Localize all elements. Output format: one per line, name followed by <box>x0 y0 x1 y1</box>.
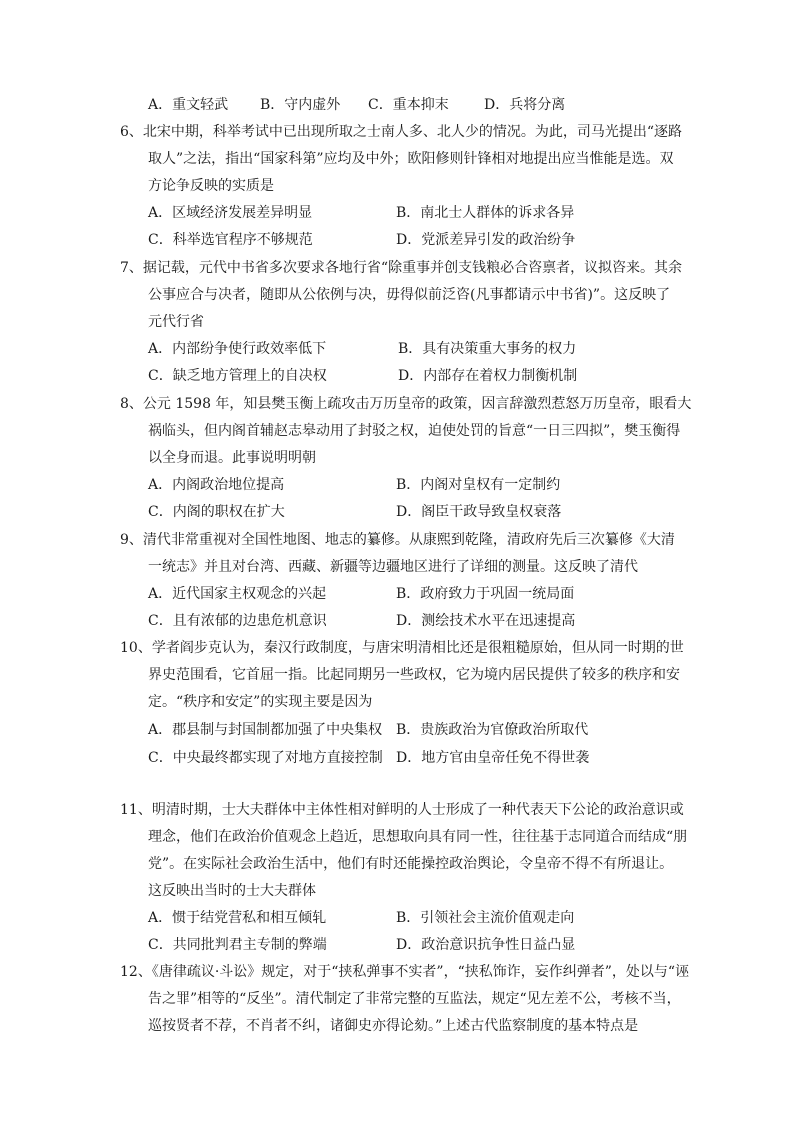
q11-stem-line: 11、明清时期，士大夫群体中主体性相对鲜明的人士形成了一种代表天下公论的政治意识或 <box>120 802 684 818</box>
q8-option-c: C．内阁的职权在扩大 <box>148 504 285 520</box>
q6-option-a: A．区域经济发展差异明显 <box>148 205 313 221</box>
q11-option-d: D．政治意识抗争性日益凸显 <box>396 937 576 953</box>
q9-stem-line: 一统志》并且对台湾、西藏、新疆等边疆地区进行了详细的测量。这反映了清代 <box>148 559 638 575</box>
q10-stem-line: 界史范围看，它首屈一指。比起同期另一些政权，它为境内居民提供了较多的秩序和安 <box>148 667 680 683</box>
q10-stem-line: 10、学者阎步克认为，秦汉行政制度，与唐宋明清相比还是很粗糙原始，但从同一时期的世 <box>120 640 684 656</box>
q8-stem-line: 祸临头，但内阁首辅赵志皋动用了封驳之权，迫使处罚的旨意“一日三四拟”，樊玉衡得 <box>148 423 681 439</box>
q5-option-d: D．兵将分离 <box>484 97 566 113</box>
q5-option-b: B．守内虚外 <box>260 97 341 113</box>
q8-stem-line: 以全身而退。此事说明明朝 <box>148 450 316 466</box>
q10-option-b: B．贵族政治为官僚政治所取代 <box>396 722 589 738</box>
q9-stem-line: 9、清代非常重视对全国性地图、地志的纂修。从康熙到乾隆，清政府先后三次纂修《大清 <box>120 532 675 548</box>
q6-stem-line: 6、北宋中期，科举考试中已出现所取之士南人多、北人少的情况。为此，司马光提出“逐路 <box>120 124 683 140</box>
q11-stem-line: 党”。在实际社会政治生活中，他们有时还能操控政治舆论，令皇帝不得不有所退让。 <box>148 856 674 872</box>
q11-option-a: A．惯于结党营私和相互倾轧 <box>148 910 327 926</box>
q6-stem-line: 取人”之法，指出“国家科第”应均及中外；欧阳修则针锋相对地提出应当惟能是选。双 <box>148 151 674 167</box>
q6-stem-line: 方论争反映的实质是 <box>148 178 274 194</box>
q5-option-c: C．重本抑末 <box>368 97 449 113</box>
q11-option-b: B．引领社会主流价值观走向 <box>396 910 575 926</box>
q9-option-a: A．近代国家主权观念的兴起 <box>148 586 327 602</box>
q10-option-d: D．地方官由皇帝任免不得世袭 <box>396 750 590 766</box>
q11-option-c: C．共同批判君主专制的弊端 <box>148 937 327 953</box>
q6-option-d: D．党派差异引发的政治纷争 <box>396 232 576 248</box>
q7-option-d: D．内部存在着权力制衡机制 <box>398 368 578 384</box>
q7-option-a: A．内部纷争使行政效率低下 <box>148 341 327 357</box>
q7-stem-line: 元代行省 <box>148 314 204 330</box>
q11-stem-line: 理念，他们在政治价值观念上趋近，思想取向具有同一性，往往基于志同道合而结成“朋 <box>148 829 688 845</box>
q9-option-c: C．且有浓郁的边患危机意识 <box>148 613 327 629</box>
q8-option-d: D．阁臣干政导致皇权衰落 <box>396 504 562 520</box>
q5-option-a: A．重文轻武 <box>148 97 229 113</box>
q10-option-c: C．中央最终都实现了对地方直接控制 <box>148 750 383 766</box>
q9-option-d: D．测绘技术水平在迅速提高 <box>396 613 576 629</box>
q11-stem-line: 这反映出当时的士大夫群体 <box>148 883 316 899</box>
q9-option-b: B．政府致力于巩固一统局面 <box>396 586 575 602</box>
q10-stem-line: 定。“秩序和安定”的实现主要是因为 <box>148 694 373 710</box>
q7-option-c: C．缺乏地方管理上的自决权 <box>148 368 327 384</box>
q12-stem-line: 告之罪”相等的“反坐”。清代制定了非常完整的互监法，规定“见左差不公，考核不当， <box>148 991 681 1007</box>
q6-option-b: B．南北士人群体的诉求各异 <box>396 205 575 221</box>
q7-stem-line: 7、据记载，元代中书省多次要求各地行省“除重事并创支钱粮必合咨禀者，议拟咨来。其余 <box>120 260 683 276</box>
q8-option-a: A．内阁政治地位提高 <box>148 477 285 493</box>
q7-stem-line: 公事应合与决者，随即从公依例与决，毋得似前泛咨(凡事都请示中书省)”。这反映了 <box>148 287 671 303</box>
q8-stem-line: 8、公元 1598 年，知县樊玉衡上疏攻击万历皇帝的政策，因言辞激烈惹怒万历皇帝，眼看大 <box>120 396 692 412</box>
q7-option-b: B．具有决策重大事务的权力 <box>398 341 577 357</box>
q12-stem-line: 巡按贤者不荐，不肖者不纠，诸御史亦得论劾。”上述古代监察制度的基本特点是 <box>148 1018 639 1034</box>
q8-option-b: B．内阁对皇权有一定制约 <box>396 477 561 493</box>
q12-stem-line: 12、《唐律疏议·斗讼》规定，对于“挟私弹事不实者”，“挟私饰诈，妄作纠弹者”，处以与“诬 <box>120 964 690 980</box>
q10-option-a: A．郡县制与封国制都加强了中央集权 <box>148 722 383 738</box>
q6-option-c: C．科举选官程序不够规范 <box>148 232 313 248</box>
